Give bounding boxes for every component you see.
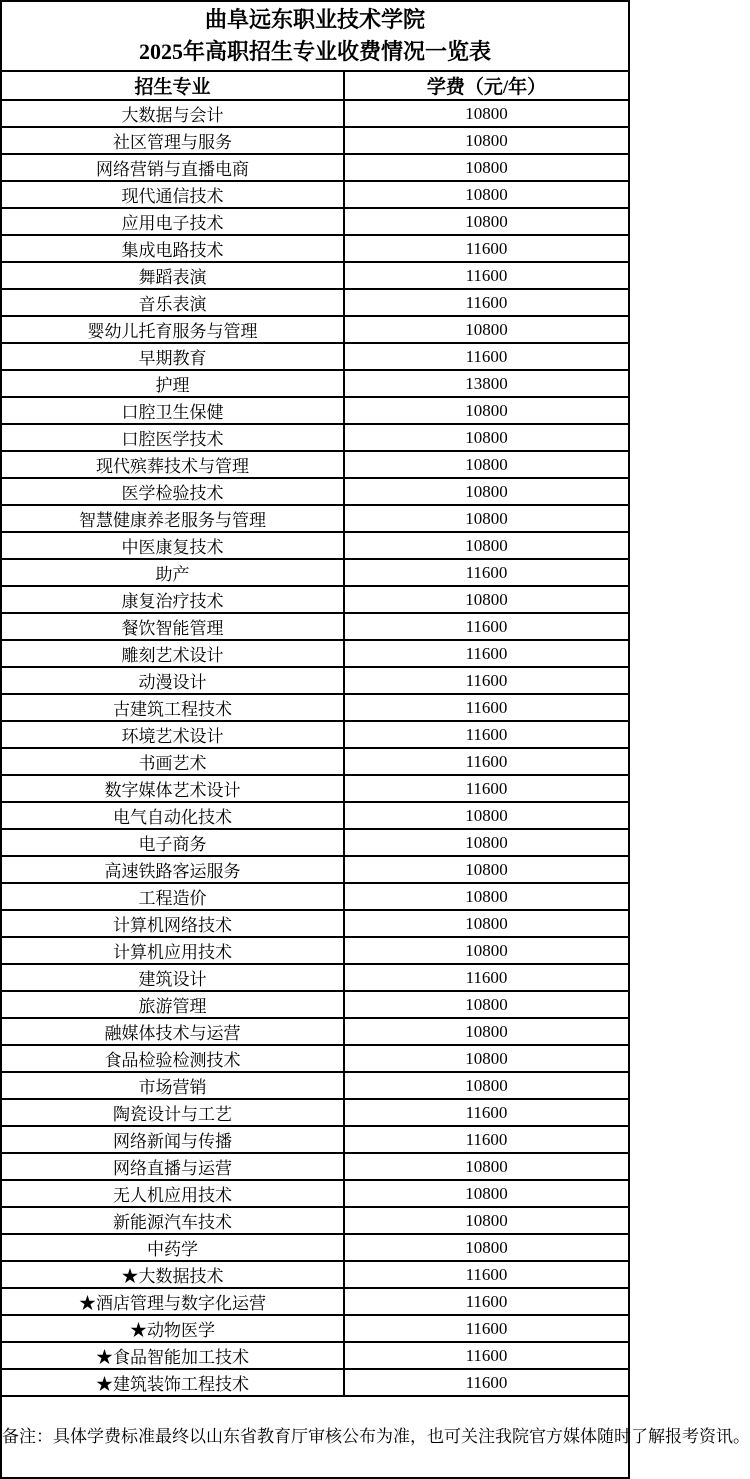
major-cell: 集成电路技术 — [1, 235, 344, 262]
fee-cell: 11600 — [344, 1261, 629, 1288]
table-row — [1, 1072, 629, 1099]
fee-cell: 10800 — [344, 478, 629, 505]
major-cell: 计算机网络技术 — [1, 910, 344, 937]
fee-cell: 10800 — [344, 991, 629, 1018]
major-cell: 建筑设计 — [1, 964, 344, 991]
fee-cell: 10800 — [344, 208, 629, 235]
fee-cell: 10800 — [344, 181, 629, 208]
table-row — [1, 1207, 629, 1234]
table-row — [1, 343, 629, 370]
major-cell: 医学检验技术 — [1, 478, 344, 505]
table-row — [1, 775, 629, 802]
table-row — [1, 262, 629, 289]
fee-table-body — [1, 1, 750, 1478]
table-row — [1, 100, 629, 127]
table-row — [1, 154, 629, 181]
major-cell: 动漫设计 — [1, 667, 344, 694]
major-cell: 高速铁路客运服务 — [1, 856, 344, 883]
column-header-major: 招生专业 — [1, 71, 344, 100]
fee-cell: 10800 — [344, 532, 629, 559]
table-row — [1, 1288, 629, 1315]
table-row — [1, 991, 629, 1018]
major-cell: 环境艺术设计 — [1, 721, 344, 748]
major-cell: 电气自动化技术 — [1, 802, 344, 829]
fee-cell: 10800 — [344, 1207, 629, 1234]
fee-cell: 11600 — [344, 1369, 629, 1396]
title-row — [1, 1, 629, 71]
table-row — [1, 667, 629, 694]
major-cell: 助产 — [1, 559, 344, 586]
fee-cell: 10800 — [344, 910, 629, 937]
table-row — [1, 883, 629, 910]
fee-cell: 10800 — [344, 127, 629, 154]
major-cell: 工程造价 — [1, 883, 344, 910]
table-row — [1, 235, 629, 262]
fee-cell: 10800 — [344, 424, 629, 451]
table-row — [1, 964, 629, 991]
table-row — [1, 532, 629, 559]
table-row — [1, 127, 629, 154]
table-row — [1, 289, 629, 316]
fee-cell: 11600 — [344, 1315, 629, 1342]
major-cell: 康复治疗技术 — [1, 586, 344, 613]
table-row — [1, 1261, 629, 1288]
fee-cell: 10800 — [344, 1072, 629, 1099]
fee-cell: 11600 — [344, 262, 629, 289]
fee-cell: 10800 — [344, 883, 629, 910]
major-cell: 雕刻艺术设计 — [1, 640, 344, 667]
fee-cell: 10800 — [344, 829, 629, 856]
major-cell: 食品检验检测技术 — [1, 1045, 344, 1072]
table-row — [1, 694, 629, 721]
fee-cell: 10800 — [344, 802, 629, 829]
fee-cell: 10800 — [344, 154, 629, 181]
fee-cell: 10800 — [344, 1045, 629, 1072]
major-cell: 网络新闻与传播 — [1, 1126, 344, 1153]
major-cell: 古建筑工程技术 — [1, 694, 344, 721]
table-row — [1, 721, 629, 748]
fee-cell: 11600 — [344, 235, 629, 262]
major-cell: ★食品智能加工技术 — [1, 1342, 344, 1369]
table-row — [1, 397, 629, 424]
table-row — [1, 1045, 629, 1072]
major-cell: 早期教育 — [1, 343, 344, 370]
table-row — [1, 1126, 629, 1153]
major-cell: 社区管理与服务 — [1, 127, 344, 154]
fee-cell: 11600 — [344, 721, 629, 748]
table-row — [1, 802, 629, 829]
table-row — [1, 1180, 629, 1207]
major-cell: 口腔医学技术 — [1, 424, 344, 451]
footnote: 备注：具体学费标准最终以山东省教育厅审核公布为准，也可关注我院官方媒体随时了解报考资讯。 — [1, 1396, 629, 1478]
major-cell: 中药学 — [1, 1234, 344, 1261]
fee-cell: 11600 — [344, 775, 629, 802]
major-cell: 中医康复技术 — [1, 532, 344, 559]
table-subtitle: 2025年高职招生专业收费情况一览表 — [139, 39, 492, 64]
table-row — [1, 829, 629, 856]
major-cell: 无人机应用技术 — [1, 1180, 344, 1207]
table-row — [1, 586, 629, 613]
major-cell: 书画艺术 — [1, 748, 344, 775]
major-cell: 音乐表演 — [1, 289, 344, 316]
table-row — [1, 613, 629, 640]
major-cell: 网络营销与直播电商 — [1, 154, 344, 181]
major-cell: ★动物医学 — [1, 1315, 344, 1342]
major-cell: 婴幼儿托育服务与管理 — [1, 316, 344, 343]
table-title — [1, 1, 629, 71]
major-cell: ★大数据技术 — [1, 1261, 344, 1288]
table-row — [1, 1315, 629, 1342]
major-cell: 计算机应用技术 — [1, 937, 344, 964]
major-cell: ★酒店管理与数字化运营 — [1, 1288, 344, 1315]
fee-cell: 10800 — [344, 451, 629, 478]
table-row — [1, 910, 629, 937]
fee-cell: 11600 — [344, 964, 629, 991]
fee-cell: 10800 — [344, 100, 629, 127]
fee-cell: 11600 — [344, 1342, 629, 1369]
major-cell: 现代通信技术 — [1, 181, 344, 208]
fee-cell: 11600 — [344, 748, 629, 775]
header-row — [1, 71, 629, 100]
table-row — [1, 316, 629, 343]
fee-cell: 11600 — [344, 640, 629, 667]
fee-cell: 11600 — [344, 694, 629, 721]
table-row — [1, 478, 629, 505]
table-row — [1, 1369, 629, 1396]
fee-cell: 10800 — [344, 1180, 629, 1207]
table-row — [1, 1342, 629, 1369]
major-cell: 陶瓷设计与工艺 — [1, 1099, 344, 1126]
table-row — [1, 181, 629, 208]
table-row — [1, 1099, 629, 1126]
fee-cell: 11600 — [344, 1099, 629, 1126]
major-cell: 新能源汽车技术 — [1, 1207, 344, 1234]
fee-cell: 10800 — [344, 316, 629, 343]
table-row — [1, 370, 629, 397]
fee-cell: 10800 — [344, 1234, 629, 1261]
table-row — [1, 208, 629, 235]
fee-cell: 10800 — [344, 397, 629, 424]
fee-cell: 10800 — [344, 505, 629, 532]
fee-cell: 10800 — [344, 586, 629, 613]
table-row — [1, 505, 629, 532]
fee-cell: 10800 — [344, 856, 629, 883]
fee-cell: 11600 — [344, 667, 629, 694]
table-row — [1, 937, 629, 964]
table-row — [1, 1018, 629, 1045]
major-cell: 数字媒体艺术设计 — [1, 775, 344, 802]
note-row — [1, 1396, 629, 1478]
table-row — [1, 1234, 629, 1261]
major-cell: 大数据与会计 — [1, 100, 344, 127]
fee-cell: 11600 — [344, 1288, 629, 1315]
fee-cell: 10800 — [344, 937, 629, 964]
major-cell: 电子商务 — [1, 829, 344, 856]
major-cell: 口腔卫生保健 — [1, 397, 344, 424]
major-cell: 市场营销 — [1, 1072, 344, 1099]
table-row — [1, 559, 629, 586]
major-cell: ★建筑装饰工程技术 — [1, 1369, 344, 1396]
major-cell: 网络直播与运营 — [1, 1153, 344, 1180]
major-cell: 舞蹈表演 — [1, 262, 344, 289]
major-cell: 餐饮智能管理 — [1, 613, 344, 640]
major-cell: 应用电子技术 — [1, 208, 344, 235]
table-row — [1, 451, 629, 478]
table-row — [1, 1153, 629, 1180]
fee-cell: 11600 — [344, 559, 629, 586]
fee-cell: 11600 — [344, 1126, 629, 1153]
table-row — [1, 748, 629, 775]
table-row — [1, 640, 629, 667]
major-cell: 护理 — [1, 370, 344, 397]
fee-cell: 10800 — [344, 1018, 629, 1045]
major-cell: 旅游管理 — [1, 991, 344, 1018]
fee-cell: 13800 — [344, 370, 629, 397]
fee-cell: 11600 — [344, 613, 629, 640]
table-row — [1, 856, 629, 883]
column-header-fee: 学费（元/年） — [344, 71, 629, 100]
fee-cell: 10800 — [344, 1153, 629, 1180]
table-row — [1, 424, 629, 451]
college-name: 曲阜远东职业技术学院 — [205, 7, 426, 32]
major-cell: 融媒体技术与运营 — [1, 1018, 344, 1045]
major-cell: 智慧健康养老服务与管理 — [1, 505, 344, 532]
fee-cell: 11600 — [344, 343, 629, 370]
major-cell: 现代殡葬技术与管理 — [1, 451, 344, 478]
fee-cell: 11600 — [344, 289, 629, 316]
